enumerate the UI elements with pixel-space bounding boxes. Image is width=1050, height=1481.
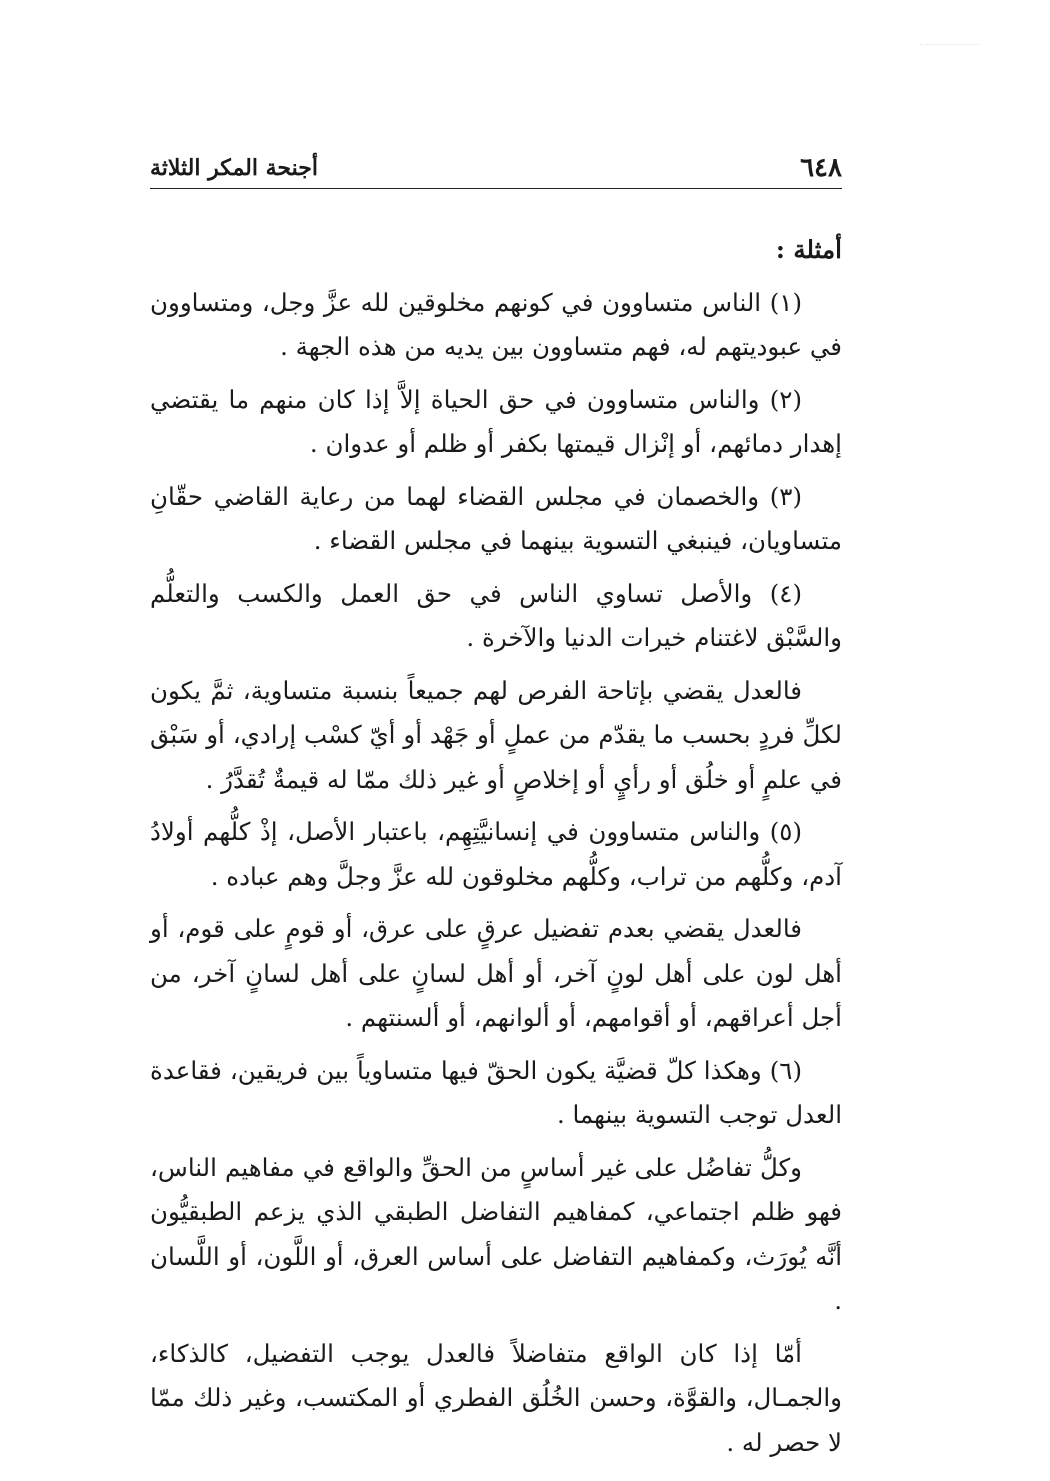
paragraph-example-3: (٣) والخصمان في مجلس القضاء لهما من رعاية القاضي حقّانِ متساويان، فينبغي التسوية بينهما في مجلس القضاء .	[150, 481, 842, 555]
header-divider	[150, 188, 842, 189]
paragraph-justice-race: فالعدل يقضي بعدم تفضيل عرقٍ على عرق، أو قومٍ على قوم، أو أهل لون على أهل لونٍ آخر، أو أهل لسانٍ على أهل لسانٍ آخر، من أجل أعراقهم، أو أقوامهم، أو ألوانهم، أو ألسنتهم .	[150, 914, 842, 1032]
body-text	[150, 228, 842, 1473]
section-heading: أمثلة :	[775, 235, 842, 264]
paragraph-example-1: (١) الناس متساوون في كونهم مخلوقين لله عزَّ وجل، ومتساوون في عبوديتهم له، فهم متساوون بين يديه من هذه الجهة .	[150, 287, 842, 361]
paragraph-example-5: (٥) والناس متساوون في إنسانيَّتِهِم، باعتبار الأصل، إذْ كلُّهم أولادُ آدم، وكلُّهم من تراب، وكلُّهم مخلوقون لله عزَّ وجلَّ وهم عباده .	[150, 817, 842, 891]
running-title: أجنحة المكر الثلاثة	[150, 155, 318, 181]
paragraph-example-2: (٢) والناس متساوون في حق الحياة إلاَّ إذا كان منهم ما يقتضي إهدار دمائهم، أو إنْزال قيمتها بكفر أو ظلم أو عدوان .	[150, 384, 842, 458]
paragraph-social-injustice: وكلُّ تفاضُل على غير أساسٍ من الحقِّ والواقع في مفاهيم الناس، فهو ظلم اجتماعي، كمفاهيم التفاضل الطبقي الذي يزعم الطبقيُّون أنَّه يُورَث، وكمفاهيم التفاضل على أساس العرق، أو اللَّون، أو اللَّسان .	[150, 1152, 842, 1315]
paragraph-justice-opportunity: فالعدل يقضي بإتاحة الفرص لهم جميعاً بنسبة متساوية، ثمَّ يكون لكلِّ فردٍ بحسب ما يقدّم من عملٍ أو جَهْد أو أيّ كسْب إرادي، أو سَبْق في علمٍ أو خلُق أو رأيٍ أو إخلاصٍ أو غير ذلك ممّا له قيمةٌ تُقدَّرُ .	[150, 675, 842, 794]
paragraph-example-6: (٦) وهكذا كلّ قضيَّة يكون الحقّ فيها متساوياً بين فريقين، فقاعدة العدل توجب التسوية بينهما .	[150, 1055, 842, 1129]
page-number: ٦٤٨	[800, 153, 842, 183]
scan-artifact	[920, 44, 980, 47]
paragraph-example-4: (٤) والأصل تساوي الناس في حق العمل والكسب والتعلُّم والسَّبْق لاغتنام خيرات الدنيا والآخرة .	[150, 578, 842, 652]
page-header	[150, 150, 842, 186]
paragraph-natural-difference: أمّا إذا كان الواقع متفاضلاً فالعدل يوجب التفضيل، كالذكاء، والجمـال، والقوَّة، وحسن الخُلُق الفطري أو المكتسب، وغير ذلك ممّا لا حصر له .	[150, 1338, 842, 1457]
